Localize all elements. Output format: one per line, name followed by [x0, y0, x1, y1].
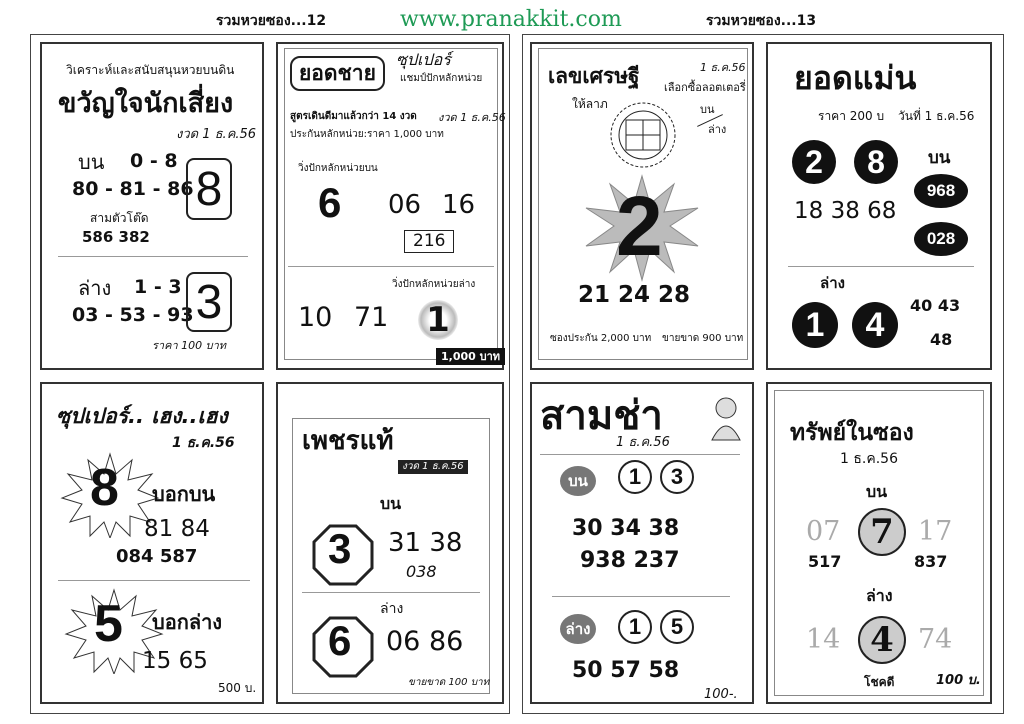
bottom-label: บอกล่าง: [152, 610, 223, 634]
top-three-oval: 968: [914, 174, 968, 208]
sale-text: ขายขาด 900 บาท: [662, 333, 744, 344]
panel-setthi: [530, 42, 754, 370]
bottom-numbers-2: 48: [930, 330, 953, 349]
top-right-number: 17: [918, 516, 953, 547]
top-number-b: 16: [442, 190, 476, 220]
top-numbers: 18 38 68: [794, 198, 897, 224]
panel-yodmaen: [766, 42, 992, 370]
lucky-numbers: 21 24 28: [578, 282, 691, 308]
panel-title: ทรัพย์ในซอง: [790, 420, 914, 446]
panel-title: ขวัญใจนักเสี่ยง: [58, 88, 234, 119]
divider: [302, 592, 480, 593]
top-number-a: 06: [388, 190, 422, 220]
panel-title: เลขเศรษฐี: [548, 64, 640, 88]
top-sub-left: 517: [808, 552, 842, 571]
sun-chart-icon: [604, 100, 682, 170]
draw-date: 1 ธ.ค.56: [700, 61, 746, 74]
bottom-pair: 1 - 3: [134, 276, 182, 298]
bottom-left-number: 14: [806, 624, 841, 655]
top-sub-right: 837: [914, 552, 948, 571]
bottom-number-b: 71: [354, 302, 389, 333]
top-label: บน: [866, 482, 888, 501]
bottom-digit-circle: 1: [792, 302, 838, 348]
bottom-number-a: 10: [298, 302, 333, 333]
panel-yodchai: [276, 42, 504, 370]
updown-bottom: ล่าง: [708, 123, 727, 136]
bottom-big-digit: 5: [94, 595, 123, 653]
bottom-label: ล่าง: [820, 274, 845, 292]
top-numbers-2: 084 587: [116, 546, 198, 567]
insure-text: ประกันหลักหน่วย:ราคา 1,000 บาท: [290, 129, 444, 140]
top-numbers-2: 938 237: [580, 548, 680, 573]
top-big-digit: 6: [318, 179, 342, 226]
figure-icon: [706, 394, 746, 442]
price-badge: 1,000 บาท: [436, 348, 505, 365]
panel-samcha: [530, 382, 754, 704]
top-box-number: 216: [404, 230, 454, 253]
three-numbers: 586 382: [82, 228, 150, 246]
panel-kwanjai: [40, 42, 264, 370]
top-numbers: 31 38: [388, 528, 463, 558]
top-label: บน: [380, 494, 402, 513]
top-label: บอกบน: [152, 482, 216, 506]
panel-title: ยอดชาย: [290, 56, 385, 91]
top-digit-circle: 3: [660, 460, 694, 494]
bottom-numbers: 06 86: [386, 626, 464, 657]
formula-text: สูตรเดินดีมาแล้วกว่า 14 งวด: [290, 111, 417, 122]
top-digit-circle: 8: [854, 140, 898, 184]
bottom-caption: วิ่งปักหลักหน่วยล่าง: [392, 279, 476, 290]
top-sub-number: 038: [406, 562, 437, 581]
top-label: บน: [928, 148, 951, 168]
panel-super-heng: [40, 382, 264, 704]
top-numbers: 30 34 38: [572, 516, 680, 541]
bottom-digit-circle: 5: [660, 610, 694, 644]
top-label-badge: บน: [560, 466, 596, 496]
bottom-digit-circle: 1: [618, 610, 652, 644]
bottom-digit-circle: 4: [852, 302, 898, 348]
draw-date: งวด 1 ธ.ค.56: [176, 127, 257, 142]
top-big-digit: 3: [328, 525, 352, 572]
panel-title: ยอดแม่น: [794, 59, 917, 97]
price: ราคา 100 บาท: [152, 339, 227, 352]
draw-date: วันที่ 1 ธ.ค.56: [898, 109, 975, 123]
bottom-label: ล่าง: [866, 586, 893, 605]
top-big-digit: 8: [90, 459, 119, 517]
bottom-big-digit: 6: [328, 617, 352, 664]
draw-date: งวด 1 ธ.ค.56: [398, 460, 468, 474]
insure-text: ซองประกัน 2,000 บาท: [550, 333, 652, 344]
top-left-number: 07: [806, 516, 841, 547]
luck-text: โชคดี: [864, 675, 895, 689]
bottom-numbers: 15 65: [142, 648, 208, 674]
bottom-big-digit: 3: [186, 272, 232, 332]
panel-title: ซุปเปอร์.. เฮง..เฮง: [56, 404, 228, 428]
top-pair: 0 - 8: [130, 150, 178, 172]
bottom-numbers: 50 57 58: [572, 658, 680, 683]
sub-label: แชมป์ปักหลักหน่วย: [400, 73, 483, 84]
price: ราคา 200 บ: [818, 109, 885, 123]
top-three-oval: 028: [914, 222, 968, 256]
panel-title: เพชรแท้: [302, 426, 394, 456]
top-center-digit: 7: [858, 508, 906, 556]
divider: [58, 580, 250, 581]
draw-date: 1 ธ.ค.56: [616, 435, 670, 450]
site-watermark[interactable]: www.pranakkit.com: [400, 7, 622, 32]
super-label: ซุปเปอร์: [396, 50, 451, 69]
updown-top: บน: [700, 103, 715, 116]
bottom-label-badge: ล่าง: [560, 614, 596, 644]
top-digit-circle: 1: [618, 460, 652, 494]
divider: [58, 256, 248, 257]
bottom-center-digit: 4: [858, 616, 906, 664]
price: 500 บ.: [218, 681, 257, 695]
bottom-label: ล่าง: [380, 601, 404, 617]
panel-title: สามช่า: [540, 393, 663, 439]
bottom-right-number: 74: [918, 624, 953, 655]
bottom-label: ล่าง: [78, 276, 112, 300]
divider: [788, 266, 974, 267]
top-label: บน: [78, 150, 105, 174]
sheet-right-label: รวมหวยซอง...13: [706, 13, 817, 29]
top-numbers: 80 - 81 - 86: [72, 178, 194, 200]
sheet-left-label: รวมหวยซอง...12: [216, 13, 327, 29]
three-label: สามตัวโต๊ด: [90, 211, 149, 225]
bottom-big-digit: 1: [418, 300, 458, 340]
divider: [540, 454, 740, 455]
divider: [288, 266, 494, 267]
panel-sapnaisong: [766, 382, 992, 704]
buy-hint: เลือกซื้อลอตเตอรี่: [664, 81, 746, 94]
draw-date: งวด 1 ธ.ค.56: [438, 111, 506, 124]
top-caption: วิ่งปักหลักหน่วยบน: [298, 163, 378, 174]
panel-petchtae: [276, 382, 504, 704]
price: 100-.: [704, 687, 738, 702]
top-numbers: 81 84: [144, 516, 210, 542]
draw-date: 1 ธ.ค.56: [172, 435, 235, 451]
top-big-digit: 8: [186, 158, 232, 220]
big-digit: 2: [616, 179, 663, 273]
give-label: ให้ลาภ: [572, 97, 608, 111]
divider: [552, 596, 730, 597]
bottom-numbers: 40 43: [910, 296, 961, 315]
sale-text: ขายขาด 100 บาท: [408, 677, 490, 688]
bottom-numbers: 03 - 53 - 93: [72, 304, 194, 326]
price: 100 บ.: [936, 673, 981, 688]
top-digit-circle: 2: [792, 140, 836, 184]
draw-date: 1 ธ.ค.56: [840, 451, 898, 467]
panel-subtitle: วิเคราะห์และสนับสนุนหวยบนดิน: [66, 63, 235, 77]
